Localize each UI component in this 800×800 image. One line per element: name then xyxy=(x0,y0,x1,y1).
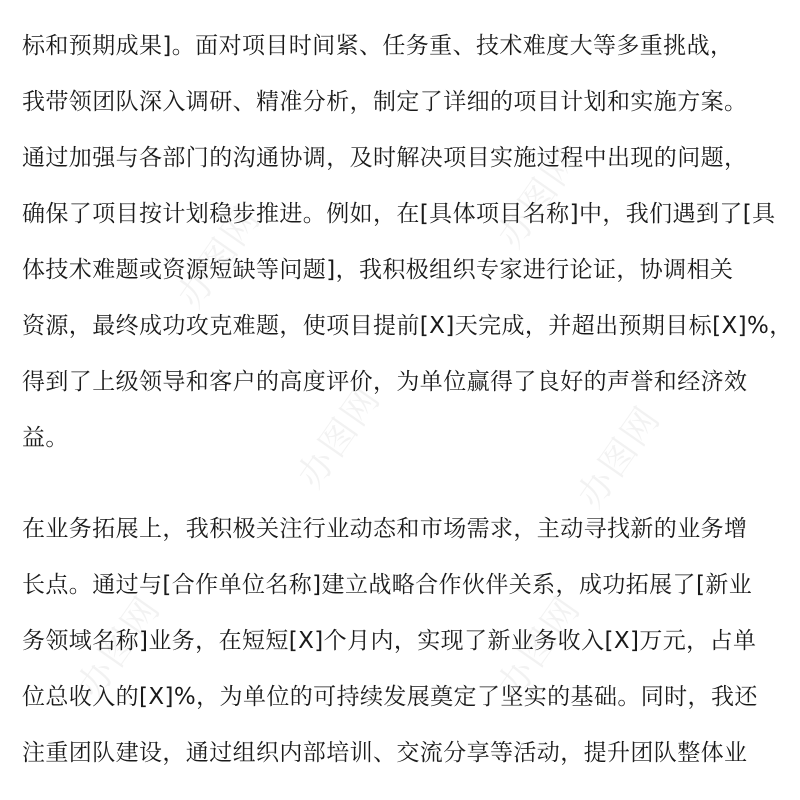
text-line: 在业务拓展上，我积极关注行业动态和市场需求，主动寻找新的业务增 xyxy=(22,516,748,542)
text-line: 标和预期成果]。面对项目时间紧、任务重、技术难度大等多重挑战， xyxy=(22,33,734,59)
watermark: 办图网 xyxy=(169,198,269,316)
text-line: 资源，最终成功攻克难题，使项目提前[X]天完成，并超出预期目标[X]%， xyxy=(22,313,793,339)
text-line: 我带领团队深入调研、精准分析，制定了详细的项目计划和实施方案。 xyxy=(22,89,748,115)
text-line: 通过加强与各部门的沟通协调，及时解决项目实施过程中出现的问题， xyxy=(22,145,748,171)
text-line: 确保了项目按计划稳步推进。例如，在[具体项目名称]中，我们遇到了[具 xyxy=(22,201,776,227)
cut-off-line-remnant xyxy=(22,0,782,6)
watermark: 办图网 xyxy=(289,378,389,496)
text-line: 注重团队建设，通过组织内部培训、交流分享等活动，提升团队整体业 xyxy=(22,740,748,766)
watermark: 办图网 xyxy=(489,588,589,706)
text-line: 务领域名称]业务，在短短[X]个月内，实现了新业务收入[X]万元，占单 xyxy=(22,628,757,654)
text-line: 体技术难题或资源短缺等问题]，我积极组织专家进行论证，协调相关 xyxy=(22,257,734,283)
text-line: 得到了上级领导和客户的高度评价，为单位赢得了良好的声誉和经济效 xyxy=(22,369,748,395)
watermark: 办图网 xyxy=(489,138,589,256)
text-line: 长点。通过与[合作单位名称]建立战略合作伙伴关系，成功拓展了[新业 xyxy=(22,572,753,598)
text-line: 益。 xyxy=(22,425,69,451)
text-line: 位总收入的[X]%，为单位的可持续发展奠定了坚实的基础。同时，我还 xyxy=(22,684,758,710)
watermark: 办图网 xyxy=(569,398,669,516)
watermark: 办图网 xyxy=(69,588,169,706)
